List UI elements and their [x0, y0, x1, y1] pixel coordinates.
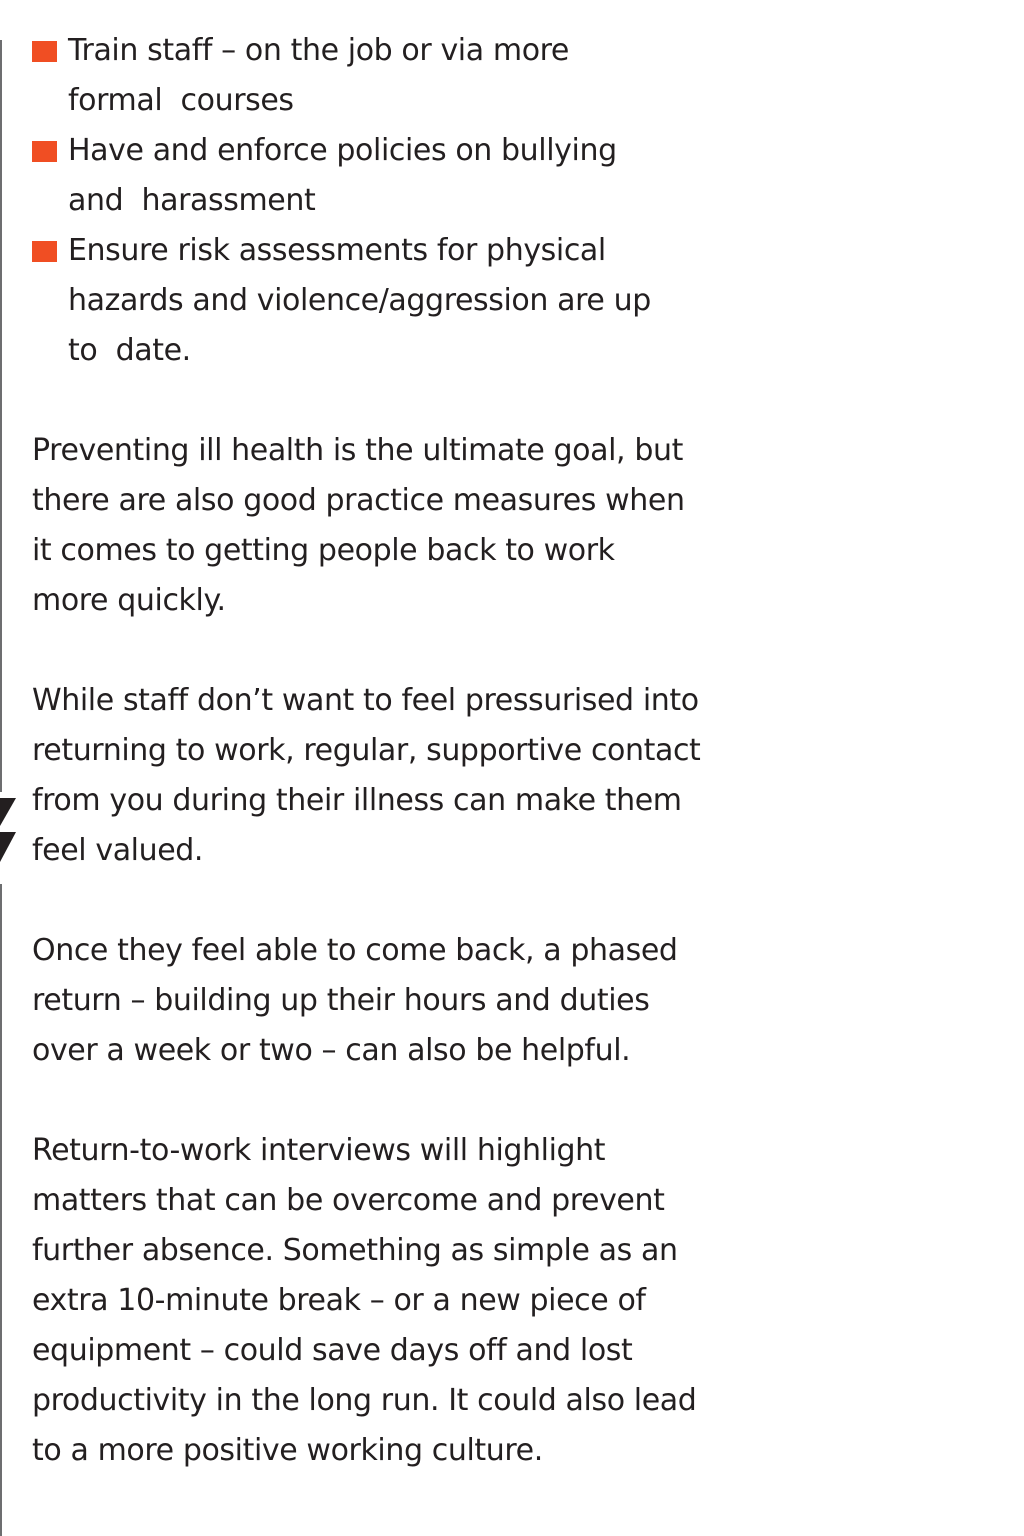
paragraph-line: feel valued.	[32, 833, 204, 868]
paragraph-line: over a week or two – can also be helpful.	[32, 1033, 631, 1068]
paragraph-line: to a more positive working culture.	[32, 1433, 543, 1468]
paragraph-line: it comes to getting people back to work	[32, 533, 615, 568]
bullet-text-line: Ensure risk assessments for physical	[68, 233, 606, 268]
paragraph-line: from you during their illness can make them	[32, 783, 682, 818]
bullet-square-icon	[32, 141, 57, 162]
bullet-text-line: formal courses	[68, 83, 294, 118]
paragraph-line: equipment – could save days off and lost	[32, 1333, 633, 1368]
paragraph-line: Preventing ill health is the ultimate goal, but	[32, 433, 683, 468]
bullet-text-line: and harassment	[68, 183, 316, 218]
bullet-list	[32, 26, 732, 376]
bullet-text-line: Have and enforce policies on bullying	[68, 133, 617, 168]
paragraph-line: more quickly.	[32, 583, 226, 618]
bullet-text-line: Train staff – on the job or via more	[68, 33, 569, 68]
bullet-square-icon	[32, 41, 57, 62]
article-body	[32, 26, 732, 1476]
bullet-square-icon	[32, 241, 57, 262]
paragraph-line: further absence. Something as simple as an	[32, 1233, 678, 1268]
paragraph-line: return – building up their hours and duties	[32, 983, 650, 1018]
bullet-item	[32, 126, 732, 226]
paragraph	[32, 1126, 732, 1476]
left-margin-rule	[0, 40, 2, 792]
paragraph-line: While staff don’t want to feel pressurised into	[32, 683, 699, 718]
paragraph-line: matters that can be overcome and prevent	[32, 1183, 665, 1218]
paragraph-line: extra 10-minute break – or a new piece of	[32, 1283, 646, 1318]
bullet-text-line: to date.	[68, 333, 191, 368]
page-edge-arrow-icon	[0, 796, 16, 864]
left-margin-rule	[0, 884, 2, 1536]
paragraph-line: Return-to-work interviews will highlight	[32, 1133, 606, 1168]
bullet-item	[32, 226, 732, 376]
paragraph-line: Once they feel able to come back, a phased	[32, 933, 678, 968]
paragraph	[32, 676, 732, 876]
paragraph-line: returning to work, regular, supportive contact	[32, 733, 701, 768]
paragraph-line: there are also good practice measures when	[32, 483, 685, 518]
paragraph-line: productivity in the long run. It could also lead	[32, 1383, 697, 1418]
bullet-text-line: hazards and violence/aggression are up	[68, 283, 651, 318]
paragraph	[32, 426, 732, 626]
paragraph	[32, 926, 732, 1076]
bullet-item	[32, 26, 732, 126]
